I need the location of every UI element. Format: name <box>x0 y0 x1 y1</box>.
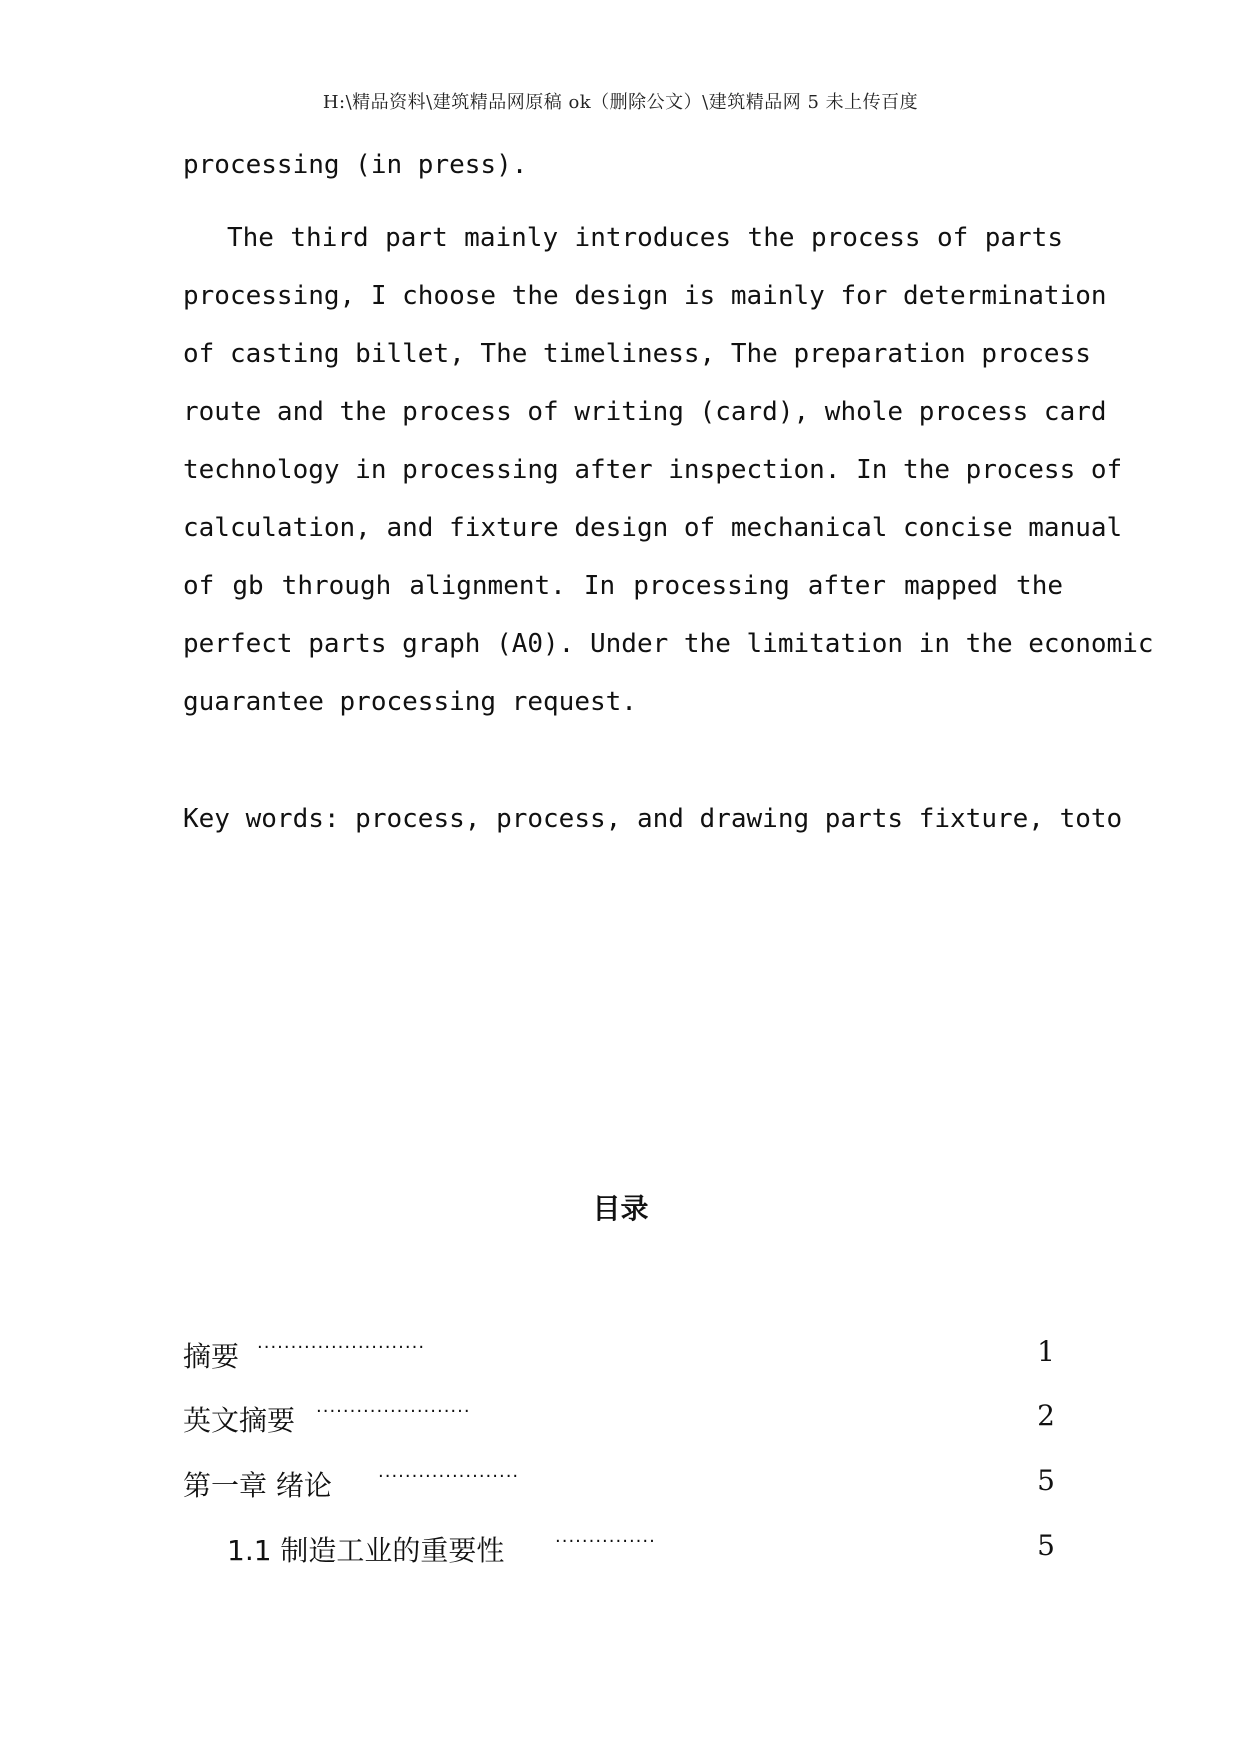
page-header-path: H:\精品资料\建筑精品网原稿 ok（删除公文）\建筑精品网 5 未上传百度 <box>322 92 919 113</box>
toc-entry-leader: ··············· <box>555 1531 656 1552</box>
abstract-line: guarantee processing request. <box>183 687 637 717</box>
toc-entry-label: 第一章 绪论 <box>183 1469 332 1502</box>
toc-entry-leader: ························· <box>257 1337 426 1358</box>
keywords-line: Key words: process, process, and drawing parts fixture, toto <box>183 804 1123 834</box>
toc-entry-page: 1 <box>1037 1335 1055 1368</box>
toc-entry-page: 5 <box>1037 1464 1055 1497</box>
toc-title: 目录 <box>592 1192 649 1225</box>
toc-entry[interactable] <box>183 1529 1055 1569</box>
abstract-line: of casting billet, The timeliness, The preparation process <box>183 339 1091 369</box>
abstract-line: processing, I choose the design is mainly for determination <box>183 281 1107 311</box>
abstract-line: processing (in press). <box>183 150 528 180</box>
abstract-line: of gb through alignment. In processing after mapped the <box>183 571 1063 601</box>
toc-entry-label: 英文摘要 <box>183 1404 296 1437</box>
toc-entry-label: 1.1 制造工业的重要性 <box>227 1534 505 1567</box>
abstract-line: perfect parts graph (A0). Under the limitation in the economic <box>183 629 1154 659</box>
toc-entry-page: 2 <box>1037 1399 1055 1432</box>
toc-entry[interactable] <box>183 1335 1055 1375</box>
toc-entry-label: 摘要 <box>183 1340 240 1373</box>
abstract-line: calculation, and fixture design of mechanical concise manual <box>183 513 1123 543</box>
toc-entry-leader: ······················· <box>316 1401 471 1422</box>
abstract-line: technology in processing after inspection. In the process of <box>183 455 1123 485</box>
toc-entry[interactable] <box>183 1464 1055 1504</box>
abstract-line: The third part mainly introduces the process of parts <box>227 223 1063 253</box>
toc-entry-leader: ····················· <box>378 1466 520 1487</box>
toc-entry-page: 5 <box>1037 1529 1055 1562</box>
abstract-line: route and the process of writing (card), whole process card <box>183 397 1107 427</box>
toc-entry[interactable] <box>183 1399 1055 1439</box>
